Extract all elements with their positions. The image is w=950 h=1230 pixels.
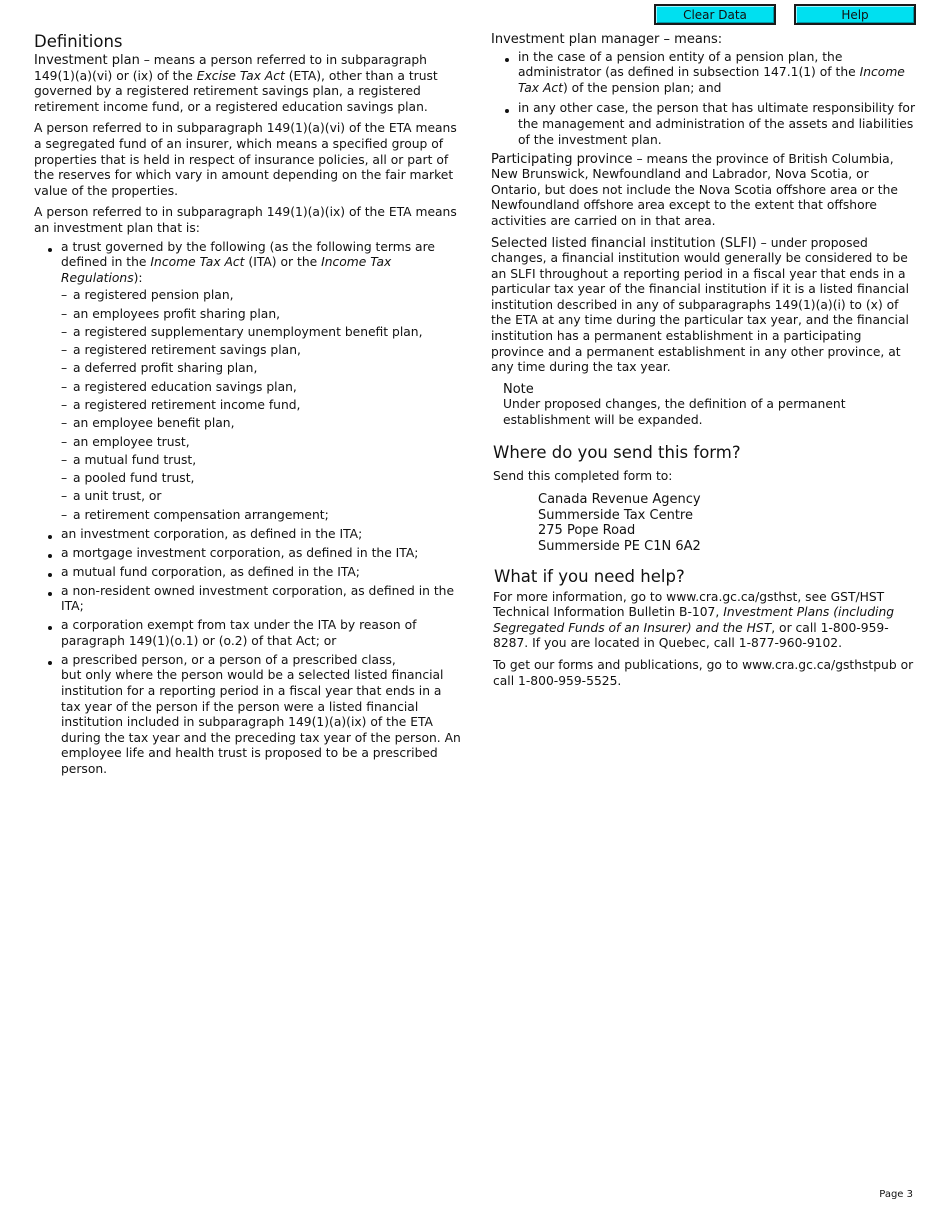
list-item: an investment corporation, as defined in the ITA; <box>61 527 462 543</box>
note-block <box>503 382 915 429</box>
list-item: – a mutual fund trust, <box>73 453 462 469</box>
investment-plan-paragraph: A person referred to in subparagraph 149(1)(a)(ix) of the ETA means an investment plan that is: <box>34 205 457 235</box>
list-item: – a unit trust, or <box>73 489 462 505</box>
list-item: – a pooled fund trust, <box>73 471 462 487</box>
prescribed-person-text: a prescribed person, or a person of a prescribed class, <box>61 652 396 667</box>
list-item: – a registered retirement savings plan, <box>73 343 462 359</box>
investment-plan-text-2: (ETA), other than a trust governed by a registered retirement savings plan, a registered retirement income fund, or a registered education savings plan. <box>34 68 438 114</box>
list-item: – a retirement compensation arrangement; <box>73 508 462 524</box>
list-item: – an employees profit sharing plan, <box>73 307 462 323</box>
definitions-heading: Definitions <box>34 32 123 51</box>
manager-income-tax-act-title: Income Tax Act <box>518 65 905 95</box>
address-line: 275 Pope Road <box>538 523 636 539</box>
investment-plan-definition <box>34 53 462 115</box>
list-item <box>518 50 915 97</box>
page-number: Page 3 <box>879 1189 913 1200</box>
income-tax-regulations-title: Income Tax Regulations <box>61 255 392 285</box>
address-line: Summerside Tax Centre <box>538 507 693 523</box>
help-block <box>493 590 915 690</box>
participating-province-term: Participating province <box>491 151 633 167</box>
trust-types-list <box>61 288 462 523</box>
right-column <box>491 32 915 695</box>
list-item: a mortgage investment corporation, as defined in the ITA; <box>61 546 462 562</box>
address-line: Summerside PE C1N 6A2 <box>538 539 701 555</box>
list-item: in any other case, the person that has ultimate responsibility for the management and administration of the assets and liabilities of the investment plan. <box>518 101 915 147</box>
list-item: – a registered retirement income fund, <box>73 398 462 414</box>
investment-plan-list <box>34 240 462 778</box>
slfi-term: Selected listed financial institution (SLFI) <box>491 235 757 251</box>
send-form-heading: Where do you send this form? <box>493 442 741 462</box>
trust-text-1: a trust governed by the following (as the following terms are defined in the <box>61 239 435 270</box>
manager-term: Investment plan manager <box>491 32 660 47</box>
investment-plan-term: Investment plan <box>34 53 140 68</box>
manager-item-1-end: ) of the pension plan; and <box>562 80 722 95</box>
mailing-address <box>538 492 915 554</box>
list-item: a mutual fund corporation, as defined in the ITA; <box>61 565 462 581</box>
participating-province-text: – means the province of British Columbia, New Brunswick, Newfoundland and Labrador, Nova Scotia, or Ontario, but does not include the Nova Scotia offshore area or the Newfoundland offshore area except to the extent that offshore activities are carried on in that area. <box>491 151 898 228</box>
help-paragraph-2: To get our forms and publications, go to www.cra.gc.ca/gsthstpub or call 1-800-959-5525. <box>493 657 914 688</box>
closing-paragraph: but only where the person would be a selected listed financial institution for a reporting period in a fiscal year that ends in a tax year of the person if the person were a listed financial institution included in subparagraph 149(1)(a)(ix) of the ETA during the tax year and the preceding tax year of the person. An employee life and health trust is proposed to be a prescribed person. <box>61 668 461 776</box>
note-text: Under proposed changes, the definition of a permanent establishment will be expanded. <box>503 397 846 428</box>
trust-text-2: (ITA) or the <box>244 255 322 270</box>
excise-tax-act-title: Excise Tax Act <box>196 68 285 83</box>
list-item: – a registered pension plan, <box>73 288 462 304</box>
note-title: Note <box>503 381 534 397</box>
address-line: Canada Revenue Agency <box>538 492 701 508</box>
list-item: – a registered supplementary unemployment benefit plan, <box>73 325 462 341</box>
list-item: – a deferred profit sharing plan, <box>73 361 462 377</box>
help-button[interactable]: Help <box>794 4 916 25</box>
list-item-prescribed <box>61 653 462 778</box>
bulletin-title: Investment Plans (including Segregated Funds of an Insurer) and the HST <box>493 605 895 635</box>
help-p1-a: For more information, go to www.cra.gc.ca/gsthst, see GST/HST Technical Information Bulletin B-107, <box>493 589 885 620</box>
send-intro: Send this completed form to: <box>493 468 673 483</box>
manager-item-1-text: in the case of a pension entity of a pension plan, the administrator (as defined in subsection 147.1(1) of the <box>518 49 860 80</box>
participating-province-definition <box>491 152 915 230</box>
segregated-fund-paragraph: A person referred to in subparagraph 149(1)(a)(vi) of the ETA means a segregated fund of an insurer, which means a specified group of properties that is held in respect of insurance policies, all or part of the reserves for which vary in amount depending on the fair market value of the properties. <box>34 121 457 198</box>
income-tax-act-title: Income Tax Act <box>150 255 245 270</box>
trust-text-3: ): <box>133 270 143 285</box>
list-item: a non-resident owned investment corporation, as defined in the ITA; <box>61 584 462 615</box>
help-heading: What if you need help? <box>494 566 685 586</box>
investment-plan-text-1: – means a person referred to in subparagraph 149(1)(a)(vi) or (ix) of the <box>34 53 427 83</box>
manager-suffix: – means: <box>659 32 723 47</box>
list-item: – a registered education savings plan, <box>73 380 462 396</box>
manager-list <box>491 50 915 149</box>
left-column <box>34 32 462 778</box>
slfi-definition <box>491 236 915 376</box>
help-p1-b: , or call 1-800-959-8287. If you are located in Quebec, call 1-877-960-9102. <box>493 620 889 651</box>
manager-definition <box>491 32 915 48</box>
list-item-trust <box>61 240 462 524</box>
list-item: – an employee benefit plan, <box>73 416 462 432</box>
list-item: – an employee trust, <box>73 435 462 451</box>
slfi-text: – under proposed changes, a financial institution would generally be considered to be an SLFI throughout a reporting period in a fiscal year that ends in a particular tax year of the financial institution if it is a listed financial institution described in any of subparagraphs 149(1)(a)(i) to (x) of the ETA at any time during the particular tax year, and the financial institution has a permanent establishment in a participating province and a permanent establishment in any other province, at any time during the tax year. <box>491 235 909 375</box>
clear-data-button[interactable]: Clear Data <box>654 4 776 25</box>
help-paragraph-1 <box>493 590 915 652</box>
list-item: a corporation exempt from tax under the ITA by reason of paragraph 149(1)(o.1) or (o.2) of that Act; or <box>61 618 462 649</box>
